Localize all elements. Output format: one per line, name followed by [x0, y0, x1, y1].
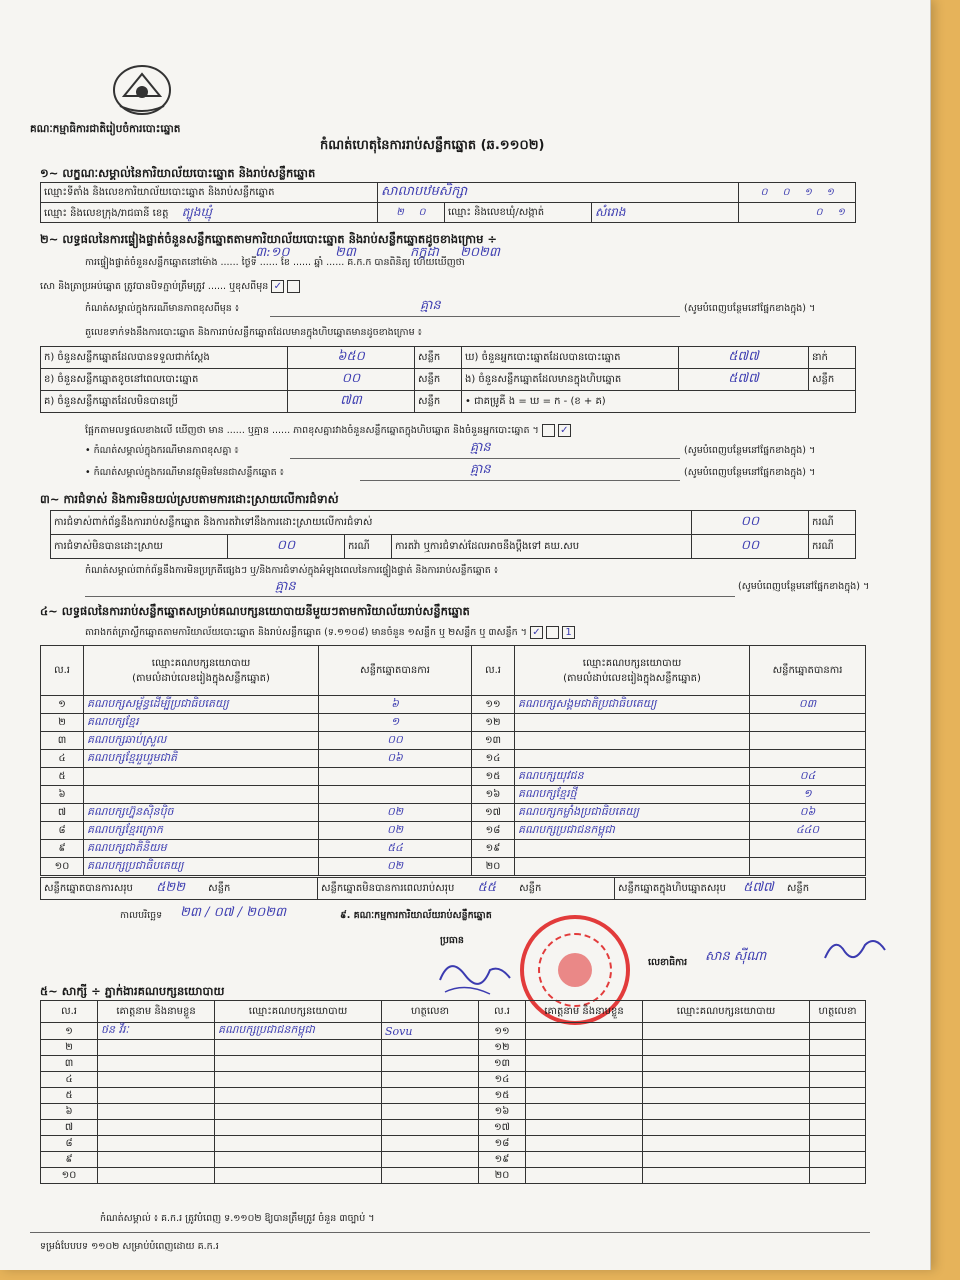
note2-line: [360, 480, 680, 481]
counts-table: [40, 346, 856, 413]
results-votes: ០០: [319, 732, 472, 750]
seal-core: [558, 953, 592, 987]
results-no: ៩: [41, 840, 84, 858]
witness-no-right: ១២: [479, 1040, 526, 1056]
results-votes-right: ០៦: [750, 804, 866, 822]
witness-party-right: [643, 1040, 810, 1056]
secretary-value: សាន ស៊ីណា: [705, 949, 767, 964]
witness-no-right: ១៧: [479, 1120, 526, 1136]
district-digit: ០: [418, 207, 426, 218]
section3-heading: ៣~ ការជំទាស់ និងការមិនយល់ស្របតាមការដោះស្រាយលើការជំទាស់: [40, 492, 339, 506]
location-value: សាលាបឋមសិក្សា: [378, 183, 739, 203]
unused-value: ៧៣: [288, 391, 415, 413]
witness-name-right: [526, 1104, 643, 1120]
results-no-right: ១៨: [472, 822, 515, 840]
witness-no-right: ១១: [479, 1023, 526, 1040]
results-party-right: គណបក្សសង្គមជាតិប្រជាធិបតេយ្យ: [515, 696, 750, 714]
section1-heading: ១~ លក្ខណៈសម្គាល់នៃការិយាល័យបោះឆ្នោត និងរាប់សន្លឹកឆ្នោត: [40, 166, 316, 180]
witness-party: គណបក្សប្រជាជនកម្ពុជា: [215, 1023, 382, 1040]
witness-name: [98, 1088, 215, 1104]
witness-name-right: [526, 1120, 643, 1136]
footer-note: កំណត់សម្គាល់ ៖ គ.ក.រ ត្រូវបំពេញ ទ.១១០២ ឱ្យបានត្រឹមត្រូវ ចំនួន ៣ច្បាប់ ។: [100, 1213, 375, 1224]
witness-sign-right: [810, 1168, 866, 1184]
results-party-right: [515, 750, 750, 768]
witness-name: [98, 1168, 215, 1184]
note2-suffix: (សូមបំពេញបន្ថែមនៅផ្នែកខាងក្នុង) ។: [684, 467, 816, 478]
results-col-no: ល.រ: [41, 646, 84, 696]
unused-label: គ) ចំនួនសន្លឹកឆ្នោតដែលមិនបានប្រើ: [41, 391, 288, 413]
witness-name-right: [526, 1136, 643, 1152]
appeal-label: ការតវ៉ា ឬការជំទាស់ដែលអាចនឹងប្ដឹងទៅ គឃ.សប: [392, 535, 692, 559]
results-votes-right: [750, 750, 866, 768]
note-diff-value: គ្មាន: [420, 298, 441, 313]
results-no: ១០: [41, 858, 84, 876]
nec-emblem-icon: [110, 62, 174, 118]
committee-label: គណៈកម្មាធិការជាតិរៀបចំការបោះឆ្នោត: [30, 123, 181, 135]
results-party: គណបក្សហ្វ៊ុនស៊ិនប៉ិច: [84, 804, 319, 822]
location-label: ឈ្មោះទីតាំង និងលេខការិយាល័យបោះឆ្នោត និងរាប់សន្លឹកឆ្នោត: [41, 183, 378, 203]
results-party: គណបក្សខ្មែរ: [84, 714, 319, 732]
results-no-right: ១៩: [472, 840, 515, 858]
results-no-right: ១៤: [472, 750, 515, 768]
results-votes-right: [750, 858, 866, 876]
results-votes: ៦: [319, 696, 472, 714]
results-party: [84, 768, 319, 786]
results-party: គណបក្សខ្មែររួបរួមជាតិ: [84, 750, 319, 768]
witness-name-right: [526, 1072, 643, 1088]
witness-no-right: ១៩: [479, 1152, 526, 1168]
results-votes: ០៦: [319, 750, 472, 768]
note-diff-suffix: (សូមបំពេញបន្ថែមនៅផ្នែកខាងក្នុង) ។: [684, 303, 816, 314]
witness-name: [98, 1040, 215, 1056]
results-party: គណបក្សជាតិនិយម: [84, 840, 319, 858]
witness-party-right: [643, 1104, 810, 1120]
results-votes-right: ៤៤០: [750, 822, 866, 840]
total-valid-label: សន្លឹកឆ្នោតបានការសរុប: [44, 883, 133, 894]
results-no: ៦: [41, 786, 84, 804]
results-party-right: [515, 840, 750, 858]
witness-party-right: [643, 1088, 810, 1104]
ballots-in-box-unit: សន្លឹក: [809, 369, 856, 391]
witness-row: [41, 1152, 866, 1168]
witness-no: ៨: [41, 1136, 98, 1152]
footer-rule: [30, 1232, 870, 1233]
results-votes-right: [750, 732, 866, 750]
results-party-right: គណបក្សខ្មែរថ្មី: [515, 786, 750, 804]
witness-no: ៥: [41, 1088, 98, 1104]
seal-ring: [538, 933, 612, 1007]
witness-no-right: ២០: [479, 1168, 526, 1184]
results-votes: ០២: [319, 858, 472, 876]
witness-col-sign: ហត្ថលេខា: [382, 1001, 479, 1023]
district-label: [41, 203, 378, 223]
witness-row: [41, 1056, 866, 1072]
results-no-right: ១៣: [472, 732, 515, 750]
sheet2-checkbox[interactable]: [546, 626, 559, 639]
total-invalid-label: សន្លឹកឆ្នោតមិនបានការពេលរាប់សរុប: [321, 883, 455, 894]
results-col-party-title: ឈ្មោះគណបក្សនយោបាយ: [151, 657, 251, 669]
results-party-right: គណបក្សយុវជន: [515, 768, 750, 786]
results-row: [41, 858, 866, 876]
witness-col-sign-right: ហត្ថលេខា: [810, 1001, 866, 1023]
note-diff-label: កំណត់សម្គាល់ក្នុងករណីមានភាពខុសពីមុន ៖: [85, 303, 240, 314]
note1-line: [290, 458, 680, 459]
secretary-label: លេខាធិការ: [648, 957, 688, 968]
witness-no: ៧: [41, 1120, 98, 1136]
total-valid-cell: [41, 878, 318, 900]
sheet3-checkbox[interactable]: 1: [562, 626, 575, 639]
results-no: ២: [41, 714, 84, 732]
witness-party-right: [643, 1152, 810, 1168]
results-no: ៨: [41, 822, 84, 840]
sheet1-checkbox[interactable]: ✓: [530, 626, 543, 639]
total-box-label: សន្លឹកឆ្នោតក្នុងហិបឆ្នោតសរុប: [618, 883, 726, 894]
results-no: ១: [41, 696, 84, 714]
witness-party-right: [643, 1120, 810, 1136]
note1-value: គ្មាន: [470, 440, 491, 455]
witness-name-right: [526, 1088, 643, 1104]
total-box-unit: សន្លឹក: [786, 883, 810, 894]
witness-sign: [382, 1056, 479, 1072]
note2-value: គ្មាន: [470, 462, 491, 477]
results-party: [84, 786, 319, 804]
compare-text: ផ្អែកតាមលទ្ធផលខាងលើ ឃើញថា មាន ...... ឬគ្មាន ...... ភាពខុសគ្នារវាងចំនួនសន្លឹកឆ្នោតក្នុងហិបឆ្នោត និងចំនួនអ្នកបោះឆ្នោត ។: [85, 425, 539, 436]
date-value: ២៣ / ០៧ / ២០២៣: [180, 905, 287, 920]
witness-no-right: ១៦: [479, 1104, 526, 1120]
witness-party: [215, 1168, 382, 1184]
witness-party: [215, 1056, 382, 1072]
results-row: [41, 714, 866, 732]
results-party: គណបក្សសម្ព័ន្ធដើម្បីប្រជាធិបតេយ្យ: [84, 696, 319, 714]
district-digits: [378, 203, 445, 223]
changed-checkbox[interactable]: [287, 280, 300, 293]
witness-name: [98, 1152, 215, 1168]
table-intro: តួលេខទាក់ទងនឹងការបោះឆ្នោត និងការរាប់សន្លឹកឆ្នោតដែលមានក្នុងហិបឆ្នោតមានដូចខាងក្រោម ៖: [85, 327, 422, 338]
results-no-right: ១៥: [472, 768, 515, 786]
appeal-unit: ករណី: [809, 535, 856, 559]
witness-col-no: ល.រ: [41, 1001, 98, 1023]
formula-text: • ជាគម្រូគឺ ង = ឃ = ក - (ខ + គ): [462, 391, 856, 413]
section3-note-label: កំណត់សម្គាល់ពាក់ព័ន្ធនឹងការមិនប្រក្រតីផ្សេងៗ ឬ/និងការជំទាស់ក្នុងអំឡុងពេលនៃការផ្ទៀងផ្ទាត់ និងការរាប់សន្លឹកឆ្នោត ៖: [85, 565, 498, 576]
witness-sign: [382, 1040, 479, 1056]
totals-table: [40, 877, 866, 900]
results-row: [41, 696, 866, 714]
results-row: [41, 768, 866, 786]
received-unit: សន្លឹក: [415, 347, 462, 369]
witness-party-right: [643, 1168, 810, 1184]
results-no: ៣: [41, 732, 84, 750]
voters-unit: នាក់: [809, 347, 856, 369]
total-valid-unit: សន្លឹក: [208, 883, 231, 894]
witness-row: [41, 1023, 866, 1040]
secretary-signature-icon: [820, 930, 890, 970]
witness-no: ២: [41, 1040, 98, 1056]
results-party-right: [515, 714, 750, 732]
form-title: កំណត់ហេតុនៃការរាប់សន្លឹកឆ្នោត (ឆ.១១០២): [320, 138, 545, 153]
footer-form-code: ទម្រង់បែបបទ ១១០២ សម្រាប់បំពេញដោយ គ.ក.រ: [40, 1241, 219, 1252]
results-col-party-title-right: ឈ្មោះគណបក្សនយោបាយ: [582, 657, 682, 669]
section3-note-suffix: (សូមបំពេញបន្ថែមនៅផ្នែកខាងក្នុង) ។: [738, 581, 870, 592]
witness-name-right: [526, 1040, 643, 1056]
total-invalid-cell: [318, 878, 615, 900]
results-votes: ៥៤: [319, 840, 472, 858]
objection-unit: ករណី: [809, 511, 856, 535]
results-votes-right: [750, 840, 866, 858]
witness-party-right: [643, 1023, 810, 1040]
location-digit: ១: [826, 187, 834, 198]
section1-table: [40, 182, 856, 223]
results-col-party: [84, 646, 319, 696]
witness-party-right: [643, 1072, 810, 1088]
day-value: ២៣: [335, 245, 356, 260]
witness-row: [41, 1104, 866, 1120]
witness-name: ថន វីរៈ: [98, 1023, 215, 1040]
witness-name-right: [526, 1056, 643, 1072]
witness-name-right: [526, 1152, 643, 1168]
commune-digit: ០: [815, 207, 823, 218]
voters-label: ឃ) ចំនួនអ្នកបោះឆ្នោតដែលបានបោះឆ្នោត: [462, 347, 679, 369]
witness-col-party: ឈ្មោះគណបក្សនយោបាយ: [215, 1001, 382, 1023]
witness-party: [215, 1040, 382, 1056]
section4-heading: ៤~ លទ្ធផលនៃការរាប់សន្លឹកឆ្នោតសម្រាប់គណបក្សនយោបាយនីមួយៗតាមការិយាល័យរាប់សន្លឹកឆ្នោត: [40, 604, 470, 618]
witness-no: ៦: [41, 1104, 98, 1120]
witness-sign: Sovu: [382, 1023, 479, 1040]
witness-name: [98, 1072, 215, 1088]
witness-sign: [382, 1168, 479, 1184]
ballots-in-box-label: ង) ចំនួនសន្លឹកឆ្នោតដែលមានក្នុងហិបឆ្នោត: [462, 369, 679, 391]
seal-line: [40, 280, 300, 294]
results-votes: [319, 786, 472, 804]
results-votes-right: ១: [750, 786, 866, 804]
results-votes-right: [750, 714, 866, 732]
results-no-right: ១៧: [472, 804, 515, 822]
witness-sign: [382, 1152, 479, 1168]
witness-name-right: [526, 1023, 643, 1040]
witness-name: [98, 1056, 215, 1072]
results-row: [41, 840, 866, 858]
results-votes: ០២: [319, 804, 472, 822]
results-party: គណបក្សខ្មែរក្រោក: [84, 822, 319, 840]
witness-sign: [382, 1072, 479, 1088]
witness-sign-right: [810, 1104, 866, 1120]
ballots-in-box-value: ៥៧៧: [679, 369, 809, 391]
witness-row: [41, 1136, 866, 1152]
witness-sign-right: [810, 1040, 866, 1056]
witness-row: [41, 1072, 866, 1088]
witness-party-right: [643, 1136, 810, 1152]
results-no-right: ២០: [472, 858, 515, 876]
results-no: ៧: [41, 804, 84, 822]
witness-sign-right: [810, 1152, 866, 1168]
objection-label: ការជំទាស់ពាក់ព័ន្ធនឹងការរាប់សន្លឹកឆ្នោត និងការតវ៉ាទៅនឹងការដោះស្រាយលើការជំទាស់: [51, 511, 692, 535]
witness-table: [40, 1000, 866, 1184]
results-no: ៥: [41, 768, 84, 786]
witness-sign-right: [810, 1072, 866, 1088]
results-party-right: [515, 732, 750, 750]
results-votes-right: ០៣: [750, 696, 866, 714]
results-party: គណបក្សឆាប់ស្រួល: [84, 732, 319, 750]
commune-value: សំរោង: [592, 203, 739, 223]
location-digit: ០: [782, 187, 790, 198]
results-col-party-sub: (តាមលំដាប់លេខរៀងក្នុងសន្លឹកឆ្នោត): [132, 672, 270, 684]
witness-name-right: [526, 1168, 643, 1184]
witness-col-name: គោត្តនាម និងនាមខ្លួន: [98, 1001, 215, 1023]
appeal-value: ០០: [692, 535, 809, 559]
witness-sign: [382, 1136, 479, 1152]
witness-no: ៣: [41, 1056, 98, 1072]
results-votes: ១: [319, 714, 472, 732]
witness-sign-right: [810, 1136, 866, 1152]
results-party-right: [515, 858, 750, 876]
year-value: ២០២៣: [460, 245, 500, 260]
results-votes: [319, 768, 472, 786]
compare-line: [85, 424, 865, 438]
counting-committee-label: ៩. គណៈកម្មការការិយាល័យរាប់សន្លឹកឆ្នោត: [340, 910, 492, 921]
total-invalid-value: ៥៥: [477, 880, 496, 895]
witness-sign-right: [810, 1120, 866, 1136]
president-signature-icon: [430, 950, 520, 1000]
commune-label: ឈ្មោះ និងលេខឃុំ/សង្កាត់: [445, 203, 592, 223]
section4-intro-text: តារាងកត់ត្រាស្លឹកឆ្នោតតាមការិយាល័យបោះឆ្នោត និងរាប់សន្លឹកឆ្នោត (ទ.១១០៨) មានចំនួន ១សន្លឹក ឬ ២សន្លឹក ឬ ៣សន្លឹក ។: [85, 627, 527, 638]
section5-heading: ៥~ សាក្សី ÷ ភ្នាក់ងារគណបក្សនយោបាយ: [40, 984, 225, 998]
unresolved-label: ការជំទាស់មិនបានដោះស្រាយ: [51, 535, 228, 559]
voters-value: ៥៧៧: [679, 347, 809, 369]
witness-sign: [382, 1120, 479, 1136]
witness-party: [215, 1088, 382, 1104]
witness-sign-right: [810, 1056, 866, 1072]
seal-line-text: សោ និងត្រាប្រអប់ឆ្នោត ត្រូវបានបិទភ្ជាប់ត្រឹមត្រូវ ...... ឬខុសពីមុន: [40, 281, 269, 292]
results-no-right: ១១: [472, 696, 515, 714]
results-row: [41, 804, 866, 822]
results-no: ៤: [41, 750, 84, 768]
total-box-cell: [615, 878, 866, 900]
witness-sign-right: [810, 1088, 866, 1104]
correct-checkbox[interactable]: ✓: [271, 280, 284, 293]
location-digit: ០: [760, 187, 768, 198]
date-label: កាលបរិច្ឆេទ: [120, 910, 163, 921]
spoiled-label: ខ) ចំនួនសន្លឹកឆ្នោតខូចនៅពេលបោះឆ្នោត: [41, 369, 288, 391]
spoiled-value: ០០: [288, 369, 415, 391]
unresolved-value: ០០: [228, 535, 345, 559]
results-row: [41, 750, 866, 768]
witness-no: ៩: [41, 1152, 98, 1168]
witness-party: [215, 1136, 382, 1152]
witness-no: ៤: [41, 1072, 98, 1088]
note1-label: • កំណត់សម្គាល់ក្នុងករណីមានភាពខុសគ្នា ៖: [85, 445, 239, 456]
note2-label: • កំណត់សម្គាល់ក្នុងករណីមានវត្ថុមិនមែនជាសន្លឹកឆ្នោត ៖: [85, 467, 284, 478]
section2-heading: ២~ លទ្ធផលនៃការផ្ទៀងផ្ទាត់ចំនួនសន្លឹកឆ្នោតតាមការិយាល័យបោះឆ្នោត និងរាប់សន្លឹកឆ្នោតដូចខាងក្រោម ÷: [40, 232, 498, 246]
section4-intro: [85, 626, 575, 640]
witness-no-right: ១៣: [479, 1056, 526, 1072]
has-diff-checkbox[interactable]: [542, 424, 555, 437]
time-value: ៣:១០: [255, 245, 290, 260]
witness-name: [98, 1136, 215, 1152]
total-valid-value: ៥២២: [156, 880, 185, 895]
witness-no: ១០: [41, 1168, 98, 1184]
results-votes-right: ០៤: [750, 768, 866, 786]
witness-col-name-right: គោត្តនាម និងនាមខ្លួន: [526, 1001, 643, 1023]
month-value: កក្កដា: [410, 245, 439, 260]
results-votes: ០២: [319, 822, 472, 840]
results-no-right: ១២: [472, 714, 515, 732]
total-box-value: ៥៧៧: [743, 880, 774, 895]
witness-party-right: [643, 1056, 810, 1072]
witness-col-party-right: ឈ្មោះគណបក្សនយោបាយ: [643, 1001, 810, 1023]
objection-value: ០០: [692, 511, 809, 535]
verification-text: ការផ្ទៀងផ្ទាត់ចំនួនសន្លឹកឆ្នោតនៅម៉ោង ...... ថ្ងៃទី ...... ខែ ...... ឆ្នាំ ...... គ.ក.ក បានពិនិត្យ ហើយឃើញថា: [85, 257, 465, 268]
location-digit: ១: [804, 187, 812, 198]
witness-row: [41, 1088, 866, 1104]
results-table: [40, 645, 866, 876]
witness-party: [215, 1120, 382, 1136]
spoiled-unit: សន្លឹក: [415, 369, 462, 391]
district-digit: ២: [396, 207, 404, 218]
results-party-right: គណបក្សកម្លាំងប្រជាធិបតេយ្យ: [515, 804, 750, 822]
unresolved-unit: ករណី: [345, 535, 392, 559]
results-col-party-sub-right: (តាមលំដាប់លេខរៀងក្នុងសន្លឹកឆ្នោត): [563, 672, 701, 684]
results-col-no-right: ល.រ: [472, 646, 515, 696]
witness-sign-right: [810, 1023, 866, 1040]
witness-sign: [382, 1104, 479, 1120]
results-no-right: ១៦: [472, 786, 515, 804]
results-party: គណបក្សប្រជាធិបតេយ្យ: [84, 858, 319, 876]
president-label: ប្រធាន: [440, 935, 464, 946]
district-label-text: ឈ្មោះ និងលេខក្រុង/រាជធានី ខេត្ត: [44, 207, 169, 219]
note-diff-line: [270, 316, 680, 317]
witness-sign: [382, 1088, 479, 1104]
witness-no-right: ១៥: [479, 1088, 526, 1104]
results-row: [41, 822, 866, 840]
received-label: ក) ចំនួនសន្លឹកឆ្នោតដែលបានទទួលជាក់ស្ដែង: [41, 347, 288, 369]
results-party-right: គណបក្សប្រជាជនកម្ពុជា: [515, 822, 750, 840]
unused-unit: សន្លឹក: [415, 391, 462, 413]
results-col-party-right: [515, 646, 750, 696]
commune-digits: [739, 203, 856, 223]
witness-row: [41, 1120, 866, 1136]
witness-party: [215, 1152, 382, 1168]
witness-party: [215, 1104, 382, 1120]
results-col-votes: សន្លឹកឆ្នោតបានការ: [319, 646, 472, 696]
witness-no-right: ១៤: [479, 1072, 526, 1088]
results-col-votes-right: សន្លឹកឆ្នោតបានការ: [750, 646, 866, 696]
note1-suffix: (សូមបំពេញបន្ថែមនៅផ្នែកខាងក្នុង) ។: [684, 445, 816, 456]
witness-no: ១: [41, 1023, 98, 1040]
witness-name: [98, 1104, 215, 1120]
total-invalid-unit: សន្លឹក: [519, 883, 542, 894]
district-value: ត្បូងឃ្មុំ: [181, 204, 212, 219]
section3-note-line: [85, 596, 735, 597]
results-row: [41, 786, 866, 804]
witness-row: [41, 1168, 866, 1184]
objections-table: [50, 510, 856, 559]
commune-digit: ១: [837, 207, 845, 218]
witness-name: [98, 1120, 215, 1136]
witness-party: [215, 1072, 382, 1088]
witness-no-right: ១៨: [479, 1136, 526, 1152]
no-diff-checkbox[interactable]: ✓: [558, 424, 571, 437]
received-value: ៦៥០: [288, 347, 415, 369]
results-row: [41, 732, 866, 750]
location-digits: [739, 183, 856, 203]
witness-row: [41, 1040, 866, 1056]
section3-note-value: គ្មាន: [275, 579, 296, 594]
witness-col-no-right: ល.រ: [479, 1001, 526, 1023]
